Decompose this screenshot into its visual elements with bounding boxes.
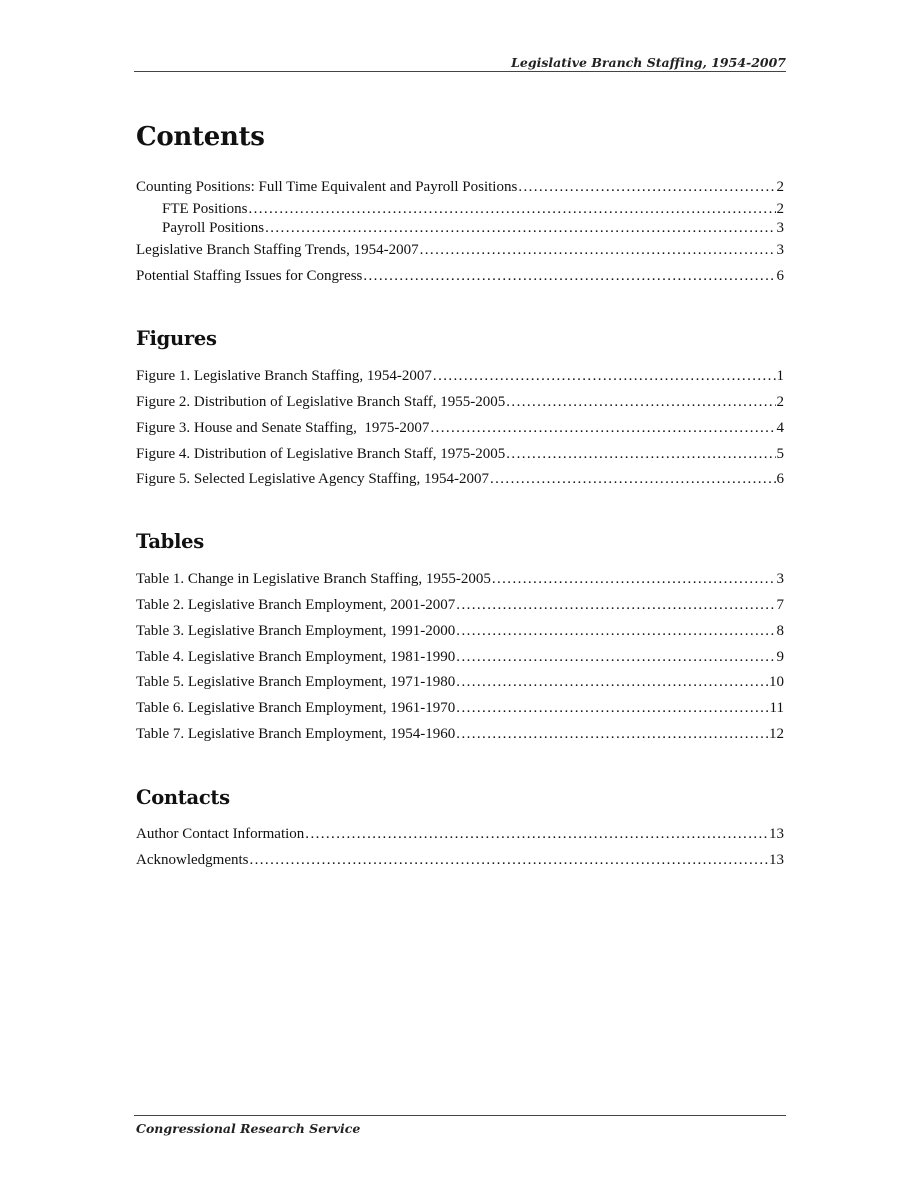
toc-entry-label: Figure 3. House and Senate Staffing, 1975-2007: [136, 420, 430, 436]
tables-heading: Tables: [136, 530, 204, 553]
toc-entry-table-2[interactable]: [136, 596, 784, 614]
dot-leader: [433, 367, 776, 385]
dot-leader: [456, 648, 775, 666]
contents-heading: Contents: [136, 122, 265, 152]
toc-entry-page: 5: [776, 446, 784, 462]
dot-leader: [456, 725, 768, 743]
toc-entry-page: 2: [776, 179, 784, 195]
toc-entry-figure-1[interactable]: [136, 367, 784, 385]
dot-leader: [363, 267, 775, 285]
toc-entry-page: 3: [776, 220, 784, 236]
toc-entry-fte-positions[interactable]: [162, 200, 784, 218]
toc-entry-label: FTE Positions: [162, 201, 248, 217]
toc-entry-label: Figure 1. Legislative Branch Staffing, 1954-2007: [136, 368, 432, 384]
toc-entry-label: Table 7. Legislative Branch Employment, 1954-1960: [136, 726, 456, 742]
toc-entry-page: 2: [776, 201, 784, 217]
dot-leader: [492, 570, 776, 588]
contacts-heading: Contacts: [136, 786, 230, 809]
toc-entry-figure-4[interactable]: [136, 445, 784, 463]
toc-entry-counting-positions[interactable]: [136, 178, 784, 196]
toc-entry-page: 3: [776, 242, 784, 258]
toc-entry-staffing-trends[interactable]: [136, 241, 784, 259]
toc-entry-page: 11: [769, 700, 784, 716]
toc-entry-potential-issues[interactable]: [136, 267, 784, 285]
toc-entry-figure-3[interactable]: [136, 419, 784, 437]
dot-leader: [506, 393, 775, 411]
toc-entry-table-1[interactable]: [136, 570, 784, 588]
toc-entry-label: Table 4. Legislative Branch Employment, 1981-1990: [136, 649, 456, 665]
toc-entry-page: 8: [776, 623, 784, 639]
toc-entry-page: 2: [776, 394, 784, 410]
toc-entry-page: 7: [776, 597, 784, 613]
toc-entry-table-7[interactable]: [136, 725, 784, 743]
toc-entry-label: Counting Positions: Full Time Equivalent and Payroll Positions: [136, 179, 518, 195]
dot-leader: [248, 200, 775, 218]
toc-entry-label: Potential Staffing Issues for Congress: [136, 268, 363, 284]
toc-entry-table-6[interactable]: [136, 699, 784, 717]
toc-entry-label: Figure 5. Selected Legislative Agency Staffing, 1954-2007: [136, 471, 489, 487]
running-footer: Congressional Research Service: [136, 1121, 361, 1136]
toc-entry-page: 6: [776, 471, 784, 487]
toc-entry-page: 4: [776, 420, 784, 436]
toc-entry-table-4[interactable]: [136, 648, 784, 666]
toc-entry-figure-2[interactable]: [136, 393, 784, 411]
toc-entry-table-3[interactable]: [136, 622, 784, 640]
toc-entry-label: Table 5. Legislative Branch Employment, 1971-1980: [136, 674, 456, 690]
toc-entry-label: Legislative Branch Staffing Trends, 1954-2007: [136, 242, 419, 258]
running-header: Legislative Branch Staffing, 1954-2007: [511, 55, 786, 70]
toc-entry-label: Figure 4. Distribution of Legislative Branch Staff, 1975-2005: [136, 446, 506, 462]
dot-leader: [420, 241, 776, 259]
dot-leader: [490, 470, 776, 488]
toc-entry-author-contact[interactable]: [136, 825, 784, 843]
dot-leader: [265, 219, 775, 237]
dot-leader: [305, 825, 768, 843]
toc-entry-acknowledgments[interactable]: [136, 851, 784, 869]
footer-rule: [134, 1115, 786, 1116]
figures-heading: Figures: [136, 327, 217, 350]
dot-leader: [456, 699, 768, 717]
toc-entry-page: 12: [769, 726, 784, 742]
toc-entry-payroll-positions[interactable]: [162, 219, 784, 237]
toc-entry-table-5[interactable]: [136, 673, 784, 691]
dot-leader: [430, 419, 775, 437]
toc-entry-page: 6: [776, 268, 784, 284]
toc-entry-label: Table 1. Change in Legislative Branch Staffing, 1955-2005: [136, 571, 491, 587]
toc-entry-label: Payroll Positions: [162, 220, 265, 236]
toc-entry-label: Acknowledgments: [136, 852, 249, 868]
toc-entry-page: 1: [776, 368, 784, 384]
toc-entry-figure-5[interactable]: [136, 470, 784, 488]
header-rule: [134, 71, 786, 72]
dot-leader: [456, 673, 768, 691]
dot-leader: [506, 445, 775, 463]
toc-entry-label: Author Contact Information: [136, 826, 305, 842]
toc-entry-page: 3: [776, 571, 784, 587]
toc-entry-label: Table 6. Legislative Branch Employment, 1961-1970: [136, 700, 456, 716]
dot-leader: [456, 596, 775, 614]
toc-entry-page: 10: [769, 674, 784, 690]
toc-entry-page: 13: [769, 852, 784, 868]
toc-entry-page: 9: [776, 649, 784, 665]
dot-leader: [518, 178, 775, 196]
toc-entry-label: Figure 2. Distribution of Legislative Branch Staff, 1955-2005: [136, 394, 506, 410]
dot-leader: [249, 851, 768, 869]
toc-entry-label: Table 3. Legislative Branch Employment, 1991-2000: [136, 623, 456, 639]
toc-entry-label: Table 2. Legislative Branch Employment, 2001-2007: [136, 597, 456, 613]
dot-leader: [456, 622, 775, 640]
toc-entry-page: 13: [769, 826, 784, 842]
